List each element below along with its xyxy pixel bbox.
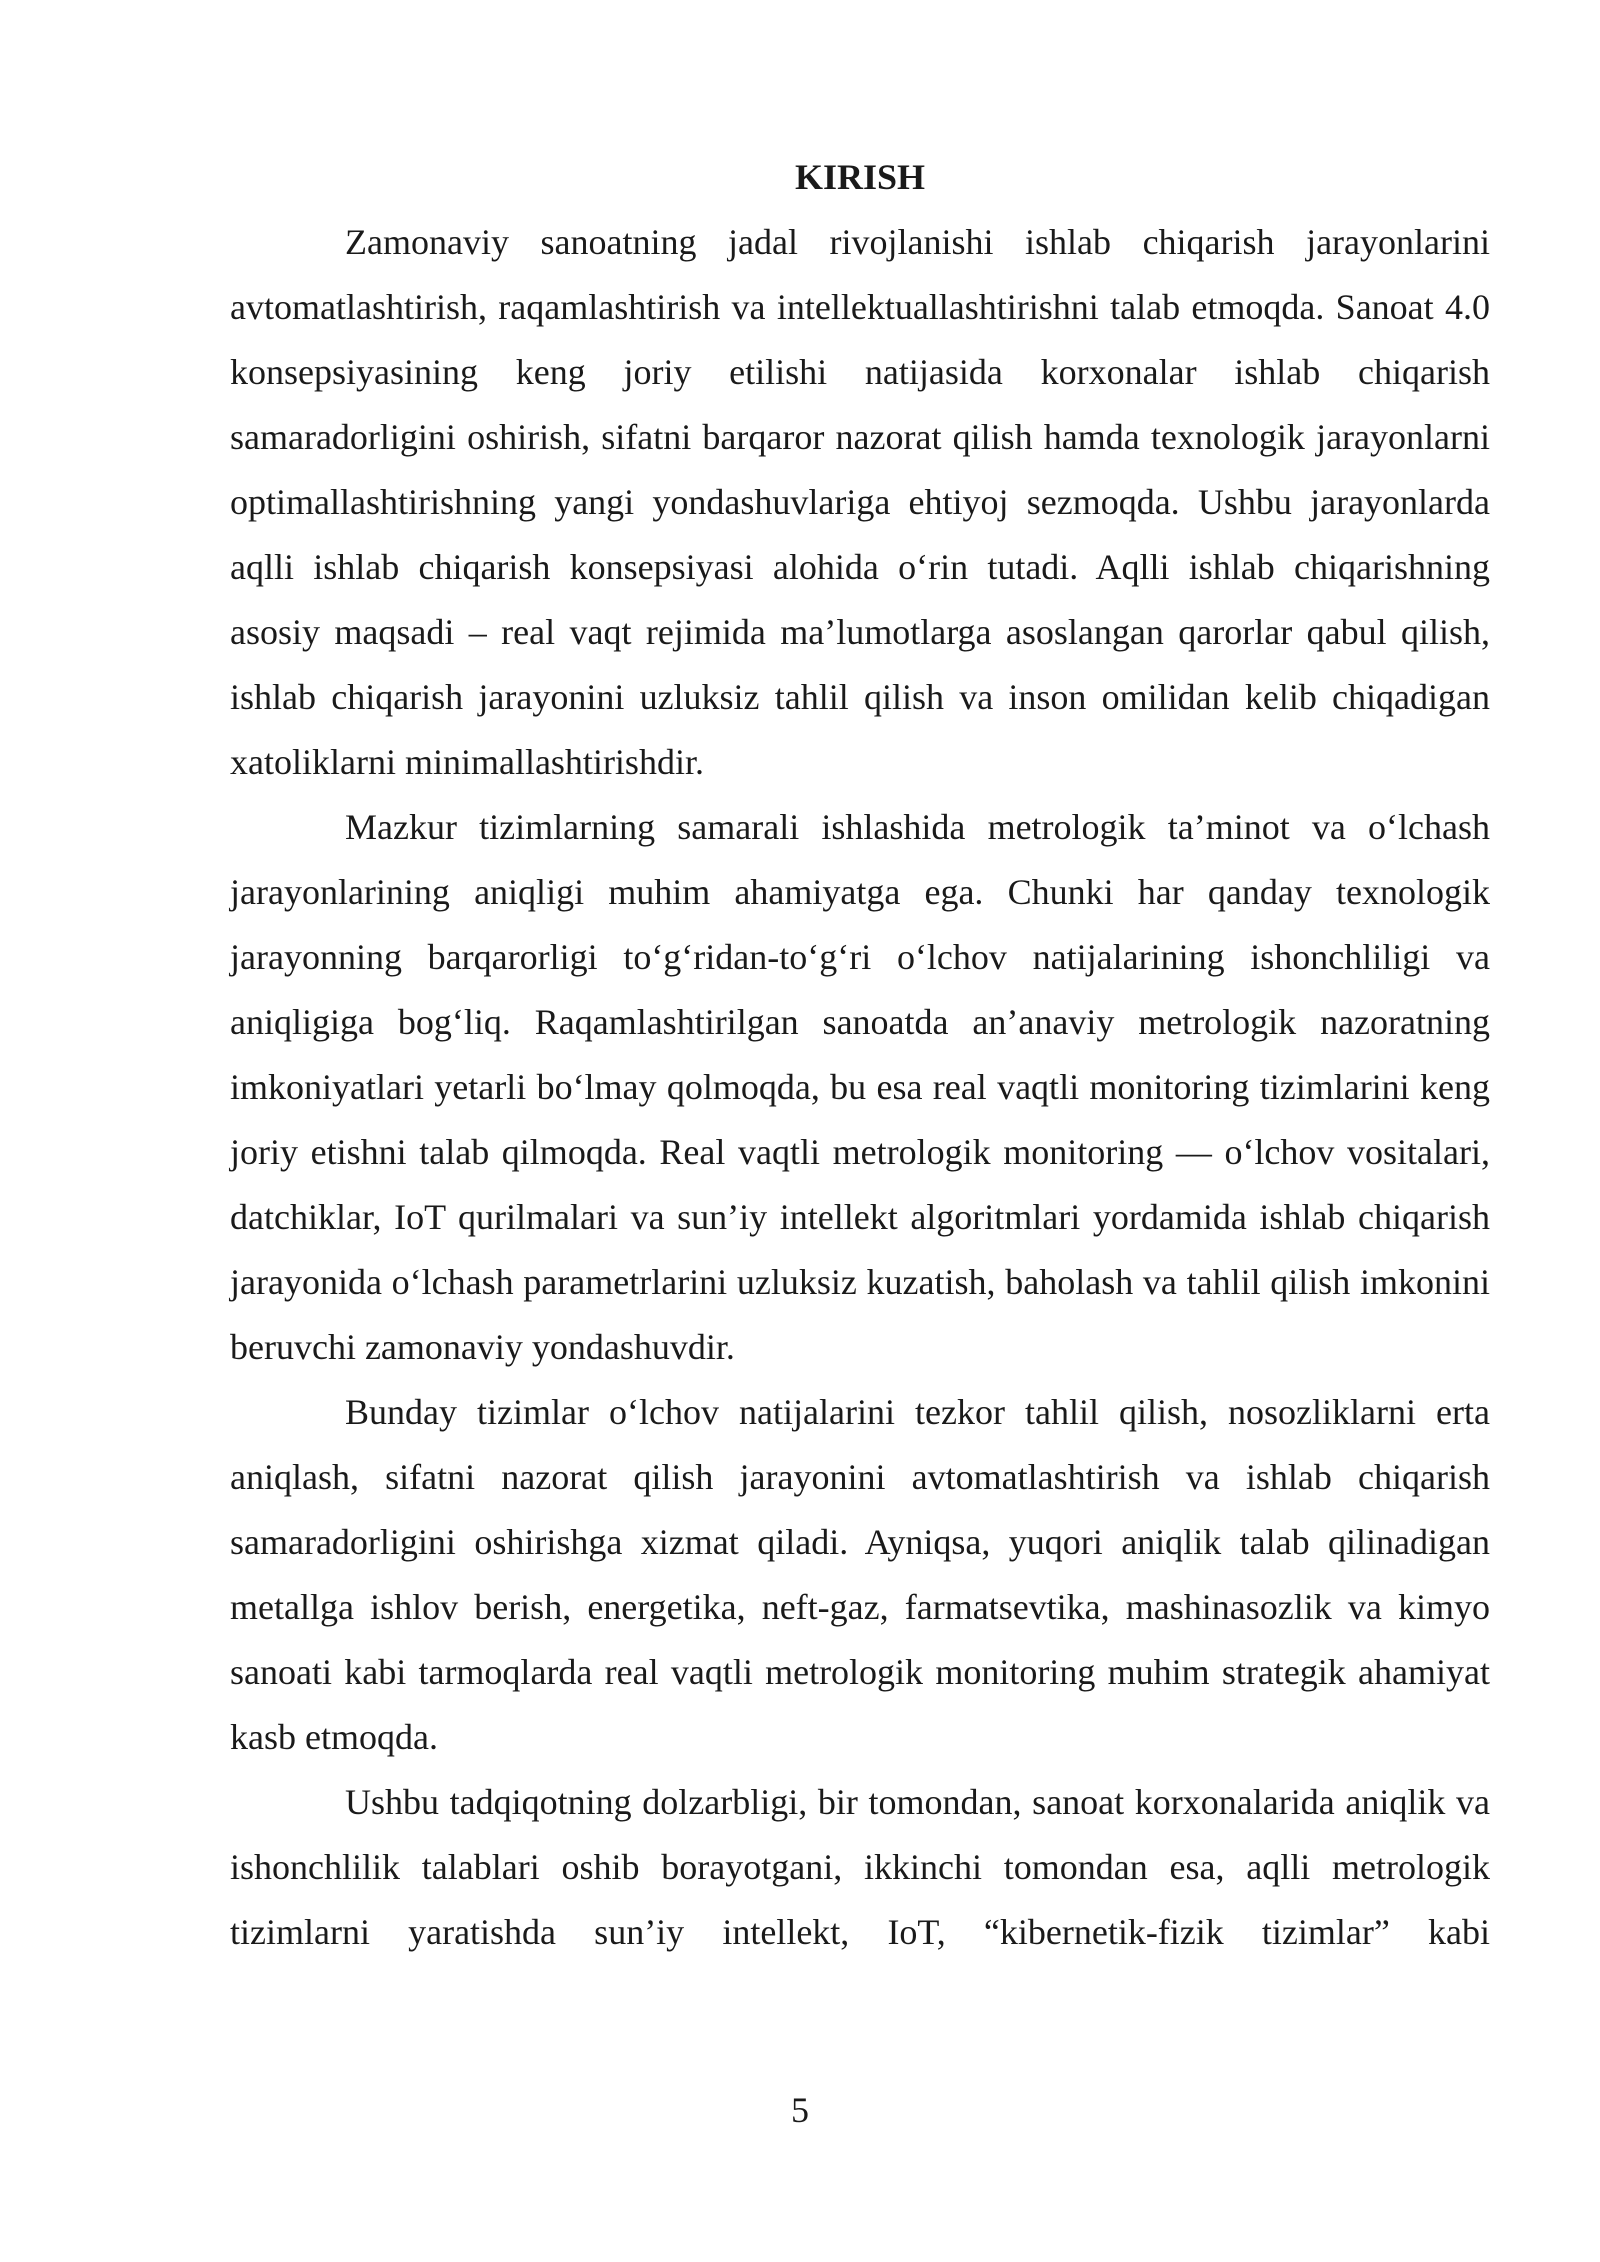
paragraph-4: Ushbu tadqiqotning dolzarbligi, bir tomondan, sanoat korxonalarida aniqlik va ishonchlilik talablari oshib borayotgani, ikkinchi tomondan esa, aqlli metrologik tizimlarni yaratishda sun’iy intellekt, IoT, “kibernetik-fizik tizimlar” kabi bbox=[230, 1782, 1490, 1952]
document-body bbox=[230, 145, 1490, 1965]
page-number: 5 bbox=[791, 2090, 809, 2130]
paragraph-3: Bunday tizimlar o‘lchov natijalarini tezkor tahlil qilish, nosozliklarni erta aniqlash, sifatni nazorat qilish jarayonini avtomatlashtirish va ishlab chiqarish samaradorligini oshirishga xizmat qiladi. Ayniqsa, yuqori aniqlik talab qilinadigan metallga ishlov berish, energetika, neft-gaz, farmatsevtika, mashinasozlik va kimyo sanoati kabi tarmoqlarda real vaqtli metrologik monitoring muhim strategik ahamiyat kasb etmoqda. bbox=[230, 1392, 1490, 1757]
section-heading: KIRISH bbox=[794, 157, 926, 197]
paragraph-1: Zamonaviy sanoatning jadal rivojlanishi ishlab chiqarish jarayonlarini avtomatlashtirish, raqamlashtirish va intellektuallashtirishni talab etmoqda. Sanoat 4.0 konsepsiyasining keng joriy etilishi natijasida korxonalar ishlab chiqarish samaradorligini oshirish, sifatni barqaror nazorat qilish hamda texnologik jarayonlarni optimallashtirishning yangi yondashuvlariga ehtiyoj sezmoqda. Ushbu jarayonlarda aqlli ishlab chiqarish konsepsiyasi alohida o‘rin tutadi. Aqlli ishlab chiqarishning asosiy maqsadi – real vaqt rejimida ma’lumotlarga asoslangan qarorlar qabul qilish, ishlab chiqarish jarayonini uzluksiz tahlil qilish va inson omilidan kelib chiqadigan xatoliklarni minimallashtirishdir. bbox=[230, 222, 1490, 782]
paragraph-2: Mazkur tizimlarning samarali ishlashida metrologik ta’minot va o‘lchash jarayonlarining aniqligi muhim ahamiyatga ega. Chunki har qanday texnologik jarayonning barqarorligi to‘g‘ridan-to‘g‘ri o‘lchov natijalarining ishonchliligi va aniqligiga bog‘liq. Raqamlashtirilgan sanoatda an’anaviy metrologik nazoratning imkoniyatlari yetarli bo‘lmay qolmoqda, bu esa real vaqtli monitoring tizimlarini keng joriy etishni talab qilmoqda. Real vaqtli metrologik monitoring — o‘lchov vositalari, datchiklar, IoT qurilmalari va sun’iy intellekt algoritmlari yordamida ishlab chiqarish jarayonida o‘lchash parametrlarini uzluksiz kuzatish, baholash va tahlil qilish imkonini beruvchi zamonaviy yondashuvdir. bbox=[230, 807, 1490, 1367]
